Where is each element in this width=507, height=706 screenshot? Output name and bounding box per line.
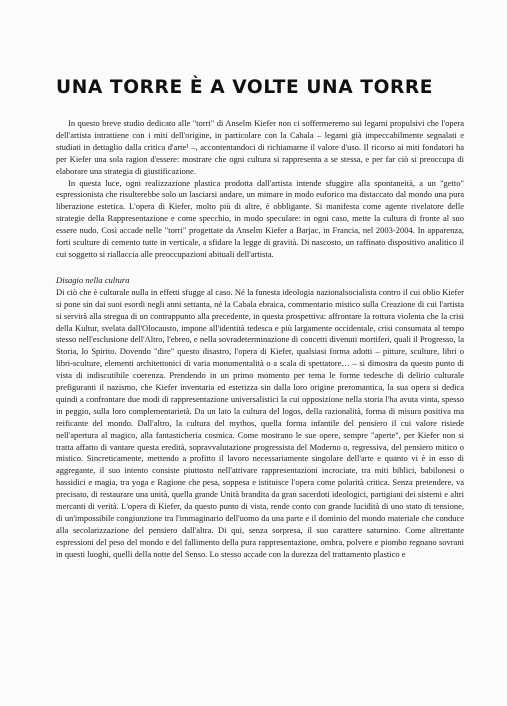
article-body (56, 118, 464, 561)
intro-paragraph-1: In questo breve studio dedicato alle "torri" di Anselm Kiefer non ci soffermeremo sui legami propulsivi che l'opera dell'artista intrattiene con i miti dell'origine, in particolare con la Cabala – legami già impeccabilmente segnalati e studiati in dettaglio dalla critica d'arte¹ –, accontentandoci di richiamarne il valore d'uso. Il ricorso ai miti fondatori ha per Kiefer una sola ragion d'essere: mostrare che ogni cultura si rappresenta a se stessa, e per far ciò si preoccupa di elaborare una strategia di giustificazione. (56, 118, 464, 176)
section-heading: Disagio nella cultura (56, 274, 130, 285)
page-title: UNA TORRE È A VOLTE UNA TORRE (56, 77, 434, 98)
main-paragraph: Di ciò che è culturale nulla in effetti sfugge al caso. Né la funesta ideologia nazionalsocialista contro il cui oblio Kiefer si pone sin dai suoi esordi negli anni settanta, né la Cabala ebraica, commentario mistico sulla Creazione di cui l'artista si servirà alla stregua di un contrappunto alla precedente, in questa prospettiva: affrontare la rottura violenta che la crisi della Kultur, svelata dall'Olocausto, impone all'identità tedesca e più largamente occidentale, crisi consumata al tempo stesso nell'esclusione dell'Altro, l'ebreo, e nella sovradeterminazione di concetti divenuti mortiferi, quali il Progresso, la Storia, lo Spirito. Dovendo "dire" questo disastro, l'opera di Kiefer, qualsiasi forma adotti – pitture, sculture, libri o libri-sculture, elementi architettonici di varia monumentalità o a scala di spettatore… – si dimostra da questo punto di vista di indiscutibile coerenza. Prendendo in un primo momento per tema le forme tedesche di delirio culturale prefiguranti il nazismo, che Kiefer inventaria ed estetizza sin dalla loro origine preromantica, la sua opera si dedica quindi a confrontare due modi di rappresentazione universalistici la cui opposizione nella storia l'ha avuta vinta, spesso in peggio, sulla loro complementarietà. Da un lato la cultura del logos, della razionalità, forma di misura positiva ma reificante del mondo. Dall'altro, la cultura del mythos, quella forma infantile del pensiero il cui valore risiede nell'apertura al magico, alla fantasticheria cosmica. Come mostrano le sue opere, sempre "aperte", per Kiefer non si tratta affatto di vantare questa eredità, sopravvalutazione progressista del Moderno o, regressiva, del pensiero mitico o mistico. Sincreticamente, mettendo a profitto il lavoro necessariamente singolare dell'arte e quanto vi è in esso di aggregante, il suo intento consiste piuttosto nell'attivare rappresentazioni incrociate, tra miti biblici, babilonesi o hassidici e magia, tra yoga e Ragione che pesa, soppesa e istituisce l'opera come polarità critica. Senza pretendere, va precisato, di restaurare una unità, quella grande Unità brandita da gran sacerdoti ideologici, partigiani dei sistemi e altri mercanti di verità. L'opera di Kiefer, da questo punto di vista, rende conto con grande lucidità di uno stato di tensione, di un'impossibile congiunzione tra l'immaginario dell'uomo da una parte e il dominio del mondo materiale che conduce alla secolarizzazione del pensiero dall'altra. Di qui, senza sorpresa, il suo carattere saturnino. Come altrettante espressioni del peso del mondo e del fallimento della pura rappresentazione, ombra, polvere e piombo regnano sovrani in questi luoghi, quelli della notte del Senso. Lo stesso accade con la durezza del trattamento plastico e (56, 286, 464, 559)
intro-paragraph-2: In questa luce, ogni realizzazione plastica prodotta dall'artista intende sfuggire alla spontaneità, a un "getto" espressionista che risulterebbe solo un lasciarsi andare, un mimare in modo euforico ma distaccato dal mondo una pura liberazione estetica. L'opera di Kiefer, molto più di altre, è obbligante. Si manifesta come agente rivelatore delle strategie della Rappresentazione e come specchio, in modo speculare: in ogni caso, mette la cultura di fronte al suo essere nudo. Così accade nelle "torri" progettate da Anselm Kiefer a Barjac, in Francia, nel 2003-2004. In apparenza, forti sculture di cemento tutte in verticale, a sfidare la legge di gravità. Di nascosto, un raffinato dispositivo analitico il cui soggetto si riallaccia alle preoccupazioni abituali dell'artista. (56, 177, 464, 259)
